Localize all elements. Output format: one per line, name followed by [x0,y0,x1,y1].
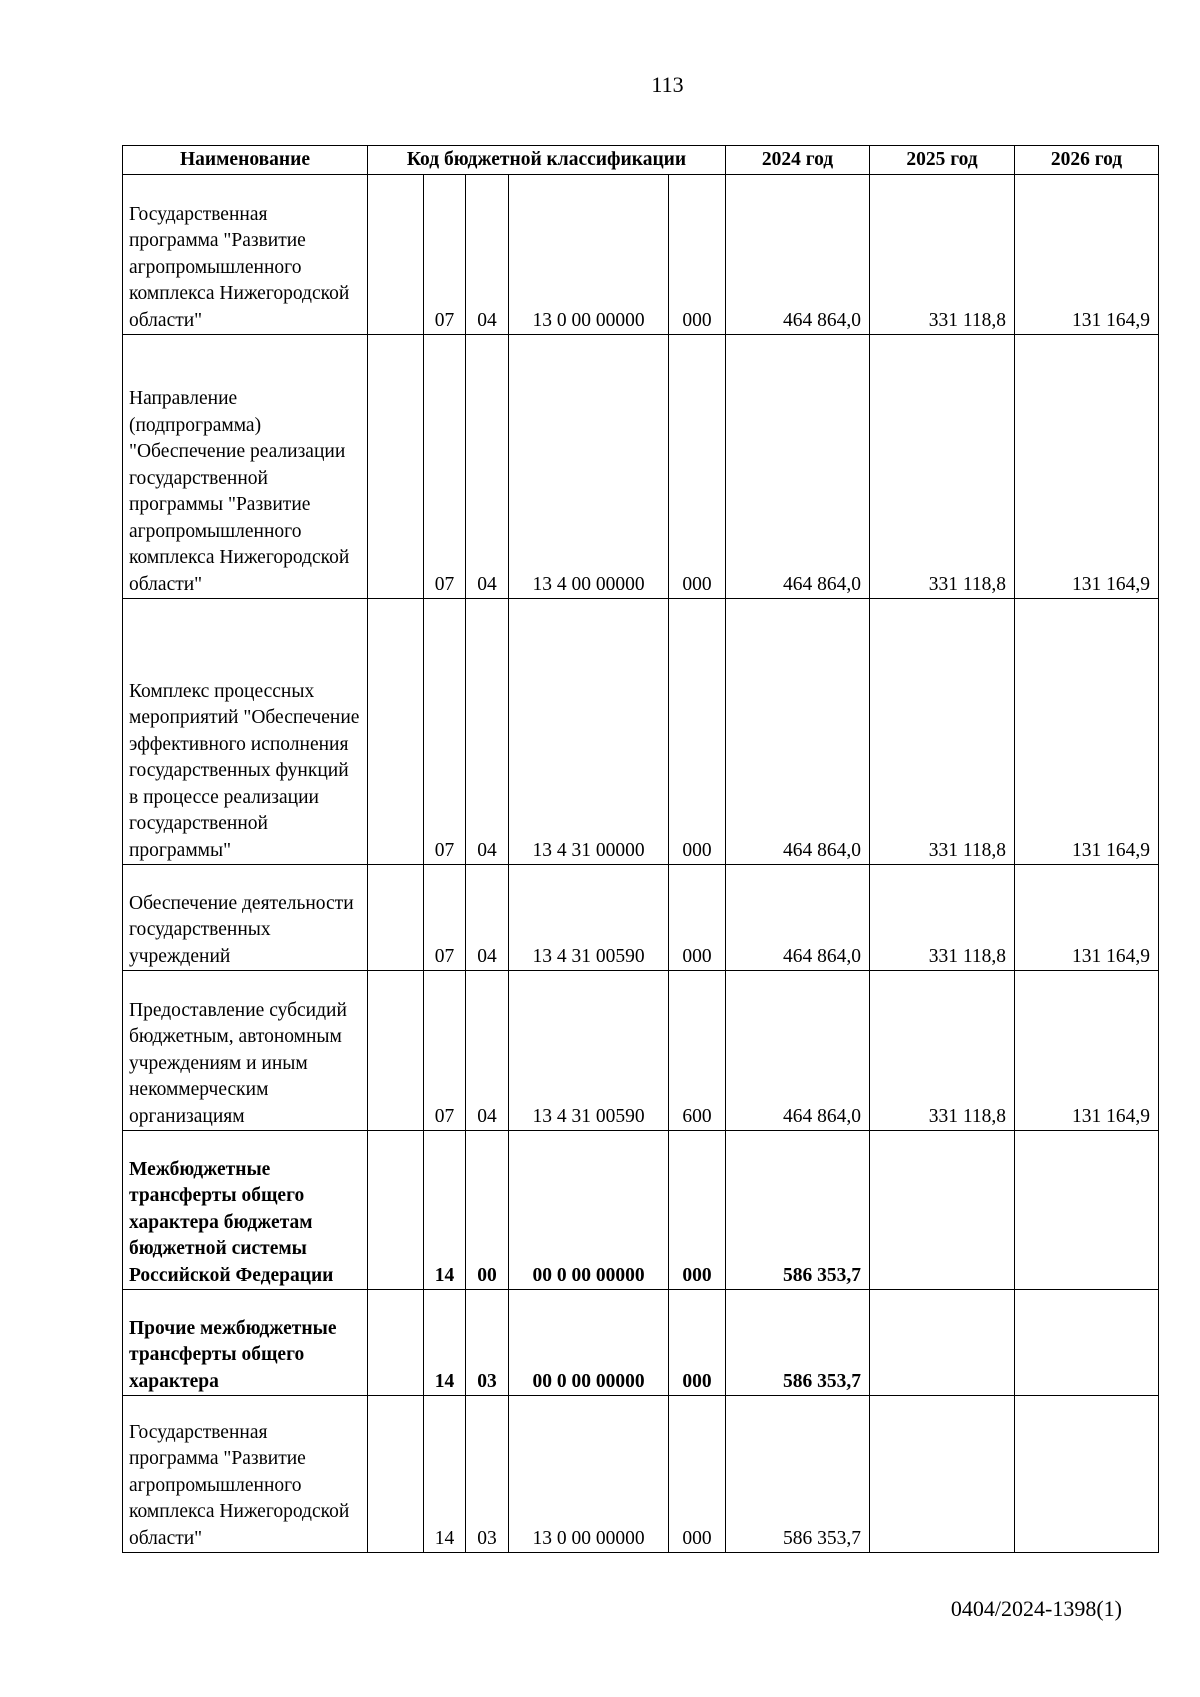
cell-c3: 13 4 31 00590 [509,865,669,971]
page-number: 113 [651,72,684,97]
cell-y2025 [870,1131,1015,1290]
cell-name: Направление (подпрограмма) "Обеспечение реализации государственной программы "Развитие агропромышленного комплекса Нижегородской области" [123,335,368,599]
cell-name: Комплекс процессных мероприятий "Обеспечение эффективного исполнения государственных функций в процессе реализации государственной программы" [123,599,368,865]
cell-c0 [368,175,424,335]
cell-c3: 00 0 00 00000 [509,1131,669,1290]
cell-c2: 00 [466,1131,509,1290]
cell-c4: 000 [669,175,726,335]
cell-y2026: 131 164,9 [1015,971,1159,1131]
cell-c2: 04 [466,971,509,1131]
cell-c0 [368,1131,424,1290]
cell-c0 [368,971,424,1131]
cell-y2025: 331 118,8 [870,865,1015,971]
header-2025: 2025 год [870,146,1015,175]
cell-y2024: 586 353,7 [726,1290,870,1396]
cell-c1: 07 [424,971,466,1131]
cell-y2025: 331 118,8 [870,971,1015,1131]
cell-c3: 13 0 00 00000 [509,175,669,335]
cell-y2026 [1015,1396,1159,1553]
cell-c2: 03 [466,1396,509,1553]
cell-c0 [368,1290,424,1396]
cell-c4: 000 [669,1131,726,1290]
cell-y2024: 586 353,7 [726,1131,870,1290]
cell-c2: 04 [466,865,509,971]
table-row [123,1396,1159,1553]
cell-y2024: 464 864,0 [726,335,870,599]
cell-y2024: 464 864,0 [726,865,870,971]
cell-y2026 [1015,1131,1159,1290]
cell-c0 [368,865,424,971]
cell-y2025 [870,1290,1015,1396]
cell-name: Межбюджетные трансферты общего характера бюджетам бюджетной системы Российской Федерации [123,1131,368,1290]
cell-y2026: 131 164,9 [1015,599,1159,865]
cell-c4: 000 [669,865,726,971]
cell-c3: 13 0 00 00000 [509,1396,669,1553]
cell-c3: 13 4 31 00000 [509,599,669,865]
cell-c3: 13 4 31 00590 [509,971,669,1131]
cell-c4: 600 [669,971,726,1131]
cell-c4: 000 [669,1396,726,1553]
cell-name: Обеспечение деятельности государственных учреждений [123,865,368,971]
cell-c0 [368,599,424,865]
table-row [123,335,1159,599]
document-code: 0404/2024-1398(1) [950,1596,1122,1621]
header-2024: 2024 год [726,146,870,175]
budget-table [122,145,1159,1553]
cell-c2: 03 [466,1290,509,1396]
cell-c2: 04 [466,175,509,335]
cell-c2: 04 [466,599,509,865]
cell-c0 [368,335,424,599]
cell-name: Предоставление субсидий бюджетным, автономным учреждениям и иным некоммерческим организациям [123,971,368,1131]
table-row [123,1131,1159,1290]
header-code: Код бюджетной классификации [368,146,726,175]
cell-name: Прочие межбюджетные трансферты общего характера [123,1290,368,1396]
header-2026: 2026 год [1015,146,1159,175]
cell-y2026 [1015,1290,1159,1396]
cell-y2024: 464 864,0 [726,971,870,1131]
cell-y2024: 464 864,0 [726,599,870,865]
cell-c1: 07 [424,335,466,599]
table-row [123,971,1159,1131]
cell-y2025: 331 118,8 [870,599,1015,865]
cell-c3: 13 4 00 00000 [509,335,669,599]
cell-y2025: 331 118,8 [870,335,1015,599]
cell-c1: 14 [424,1290,466,1396]
cell-y2026: 131 164,9 [1015,865,1159,971]
header-name: Наименование [123,146,368,175]
cell-y2024: 586 353,7 [726,1396,870,1553]
table-row [123,865,1159,971]
cell-c1: 07 [424,865,466,971]
cell-c1: 07 [424,599,466,865]
cell-y2026: 131 164,9 [1015,175,1159,335]
header-row [123,146,1159,175]
cell-y2025 [870,1396,1015,1553]
cell-c1: 14 [424,1396,466,1553]
cell-c4: 000 [669,599,726,865]
cell-c3: 00 0 00 00000 [509,1290,669,1396]
table-row [123,1290,1159,1396]
cell-y2024: 464 864,0 [726,175,870,335]
cell-name: Государственная программа "Развитие агропромышленного комплекса Нижегородской области" [123,175,368,335]
cell-name: Государственная программа "Развитие агропромышленного комплекса Нижегородской области" [123,1396,368,1553]
cell-c0 [368,1396,424,1553]
cell-y2025: 331 118,8 [870,175,1015,335]
cell-c4: 000 [669,335,726,599]
table-row [123,175,1159,335]
cell-y2026: 131 164,9 [1015,335,1159,599]
cell-c1: 14 [424,1131,466,1290]
table-row [123,599,1159,865]
cell-c4: 000 [669,1290,726,1396]
cell-c2: 04 [466,335,509,599]
cell-c1: 07 [424,175,466,335]
